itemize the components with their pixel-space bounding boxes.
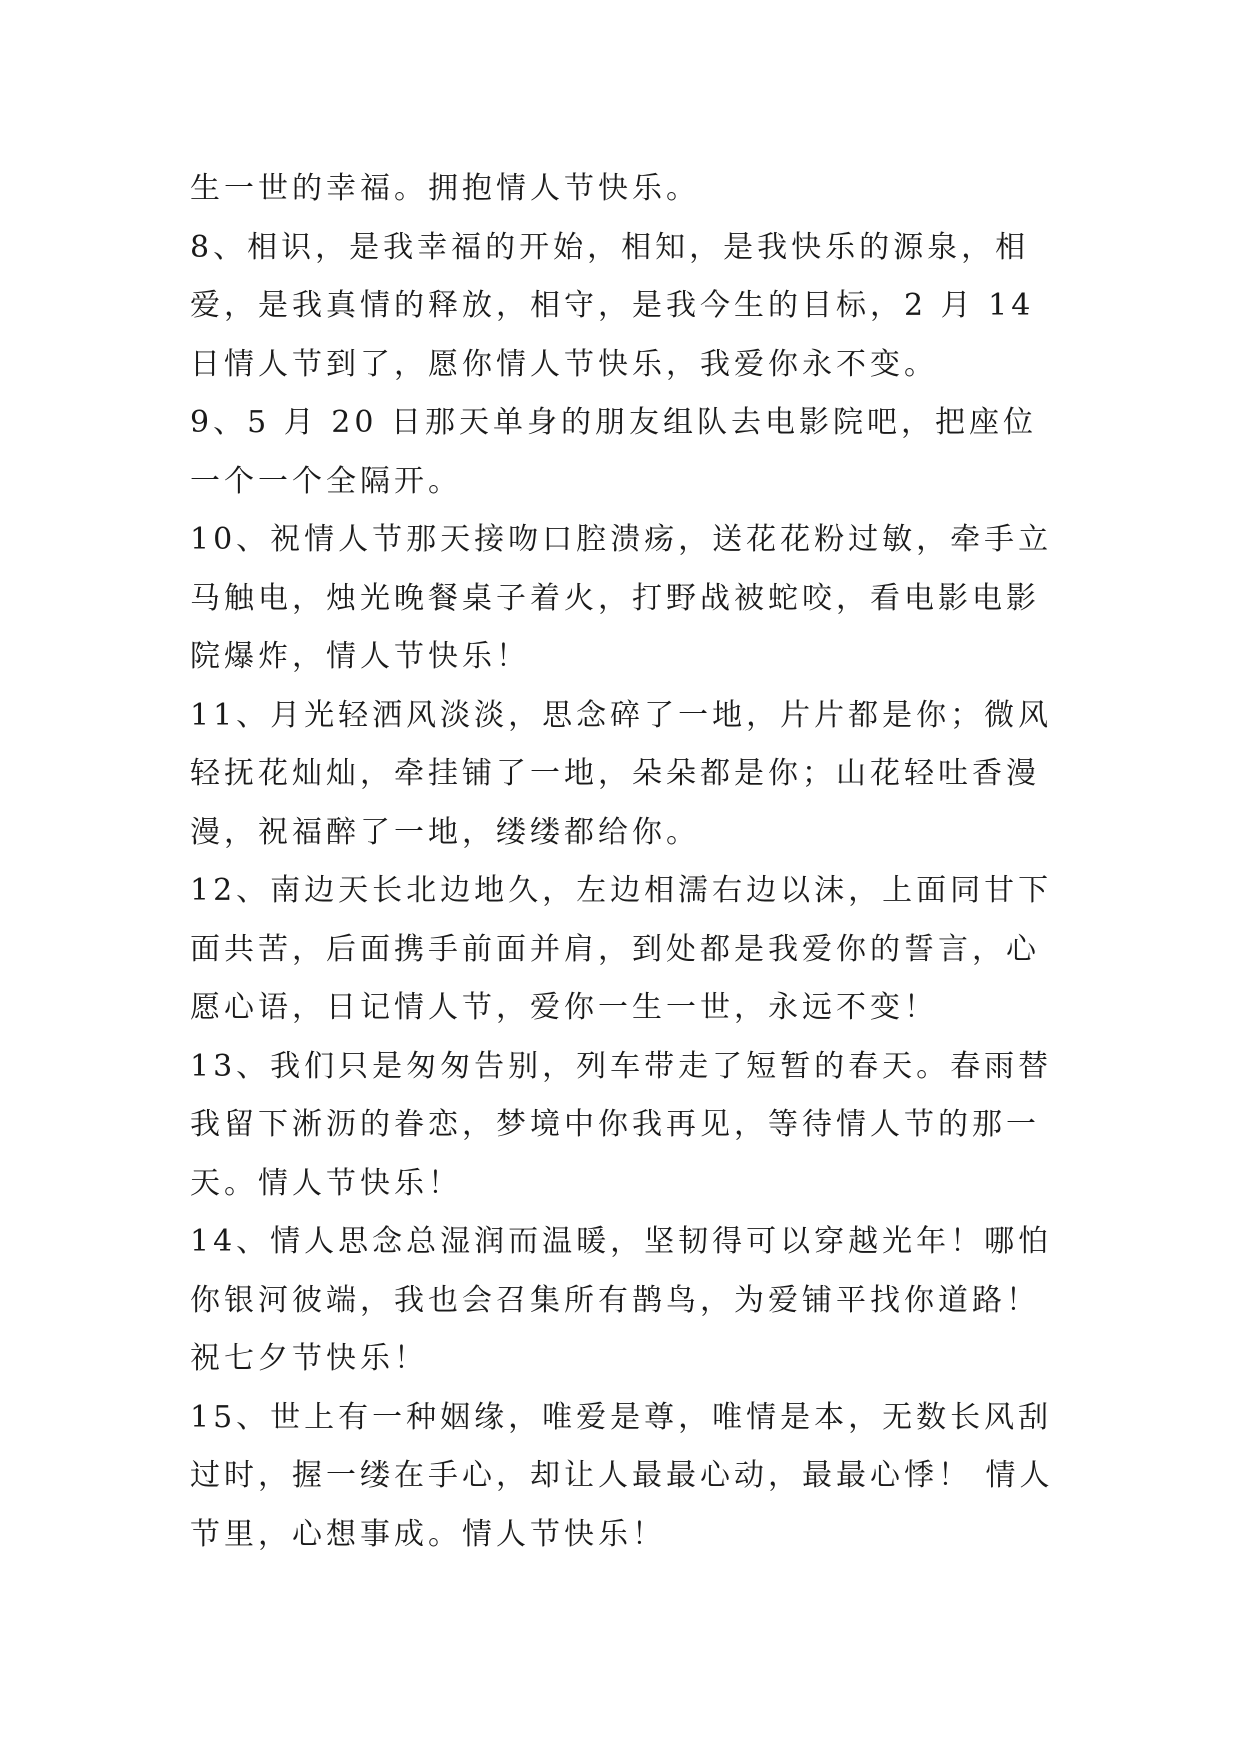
paragraph-item-15: 15、世上有一种姻缘，唯爱是尊，唯情是本，无数长风刮过时，握一缕在手心，却让人最最心动，最最心悸！ 情人节里，心想事成。情人节快乐！ bbox=[190, 1399, 1054, 1552]
paragraph-item-8: 8、相识，是我幸福的开始，相知，是我快乐的源泉，相爱，是我真情的释放，相守，是我今生的目标，2 月 14 日情人节到了，愿你情人节快乐，我爱你永不变。 bbox=[190, 229, 1035, 382]
paragraph-item-13: 13、我们只是匆匆告别，列车带走了短暂的春天。春雨替我留下淅沥的眷恋，梦境中你我再见，等待情人节的那一天。情人节快乐！ bbox=[190, 1048, 1053, 1201]
document-body bbox=[190, 160, 1070, 1564]
paragraph-item-12: 12、南边天长北边地久，左边相濡右边以沫，上面同甘下面共苦，后面携手前面并肩，到处都是我爱你的誓言，心愿心语，日记情人节，爱你一生一世，永远不变！ bbox=[190, 873, 1053, 1025]
paragraph-item-14: 14、情人思念总湿润而温暖，坚韧得可以穿越光年！哪怕你银河彼端，我也会召集所有鹊鸟，为爱铺平找你道路！祝七夕节快乐！ bbox=[190, 1224, 1053, 1376]
paragraph-continuation: 生一世的幸福。拥抱情人节快乐。 bbox=[190, 171, 700, 206]
paragraph-item-11: 11、月光轻洒风淡淡，思念碎了一地，片片都是你；微风轻抚花灿灿，牵挂铺了一地，朵朵都是你；山花轻吐香漫漫，祝福醉了一地，缕缕都给你。 bbox=[190, 697, 1053, 850]
paragraph-item-9: 9、5 月 20 日那天单身的朋友组队去电影院吧，把座位一个一个全隔开。 bbox=[190, 405, 1037, 499]
paragraph-item-10: 10、祝情人节那天接吻口腔溃疡，送花花粉过敏，牵手立马触电，烛光晚餐桌子着火，打野战被蛇咬，看电影电影院爆炸，情人节快乐！ bbox=[190, 522, 1053, 674]
